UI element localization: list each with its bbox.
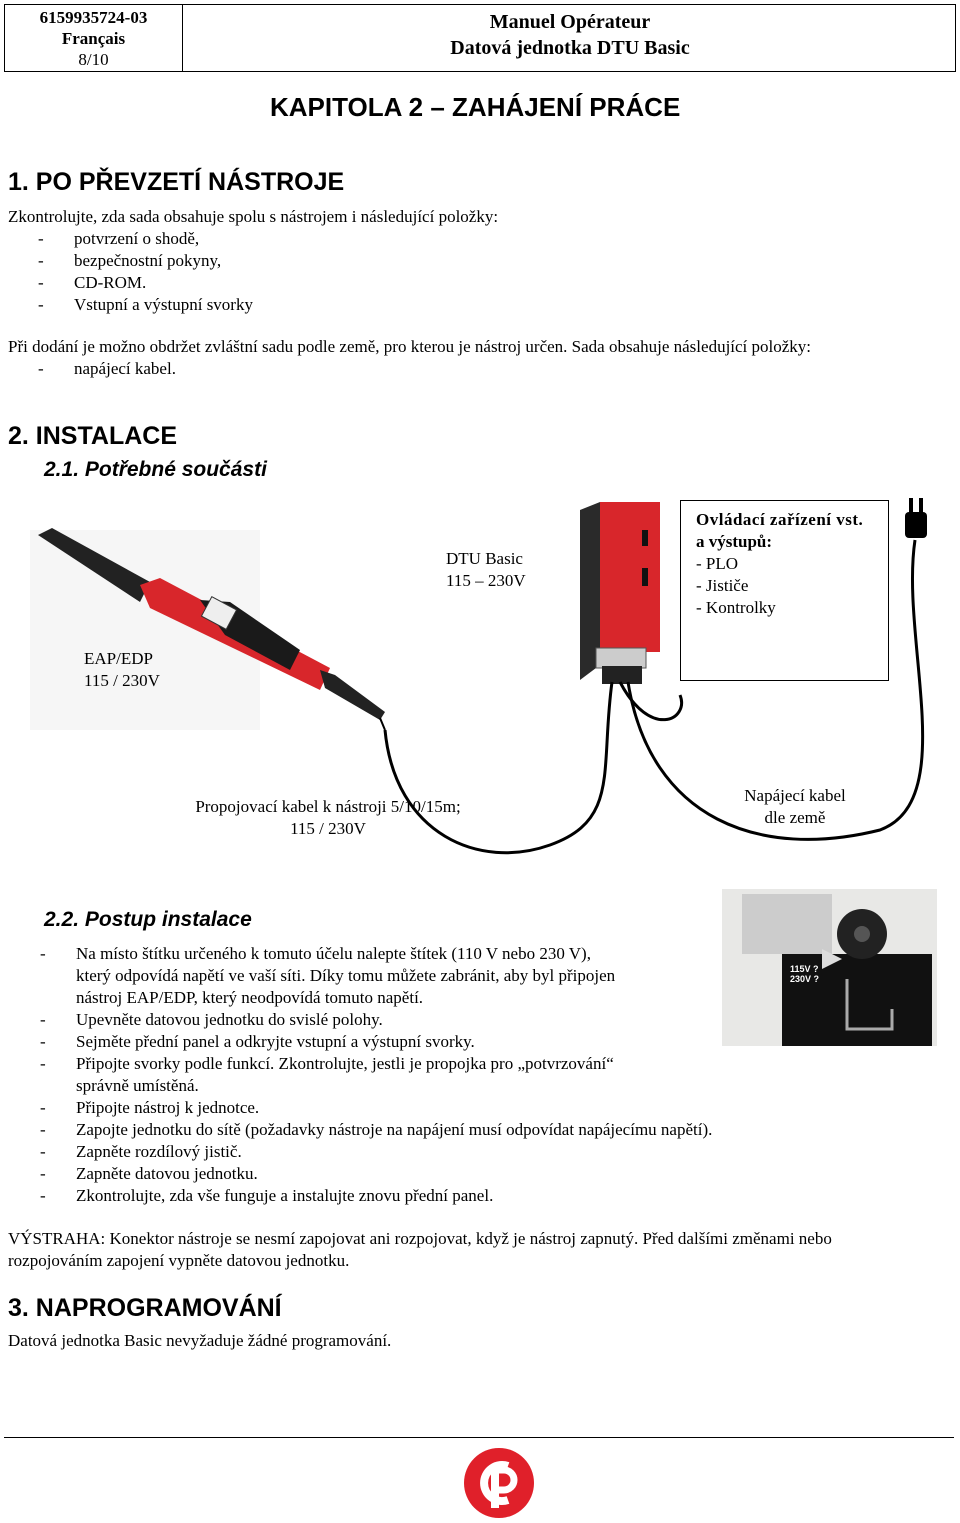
list-item: - Zapněte rozdílový jistič. bbox=[40, 1141, 900, 1163]
doc-title: Manuel Opérateur bbox=[489, 11, 651, 33]
power-label-line: Napájecí kabel bbox=[744, 786, 846, 805]
doc-subtitle: Datová jednotka DTU Basic bbox=[450, 37, 690, 59]
step-line: - Připojte svorky podle funkcí. Zkontrolujte, jestli je propojka pro „potvrzování“ bbox=[76, 1054, 614, 1073]
subsection-2-2-heading: 2.2. Postup instalace bbox=[44, 908, 252, 931]
list-item: - Připojte nástroj k jednotce. bbox=[40, 1097, 900, 1119]
list-item: - Zapojte jednotku do sítě (požadavky nástroje na napájení musí odpovídat napájecímu napětí). bbox=[40, 1119, 900, 1141]
cp-logo-icon bbox=[462, 1446, 536, 1520]
tool-label bbox=[84, 648, 160, 692]
list-item: - Sejměte přední panel a odkryjte vstupní a výstupní svorky. bbox=[40, 1031, 900, 1053]
subsection-2-1-heading: 2.1. Potřebné součásti bbox=[44, 458, 267, 481]
warning-line: VÝSTRAHA: Konektor nástroje se nesmí zapojovat ani rozpojovat, když je nástroj zapnutý. Před dalšími změnami nebo bbox=[8, 1229, 832, 1248]
section1-intro: Zkontrolujte, zda sada obsahuje spolu s nástrojem i následující položky: bbox=[8, 207, 499, 226]
list-item bbox=[40, 943, 726, 1009]
doc-language: Français bbox=[61, 29, 126, 48]
sticker-line: 115V ? bbox=[790, 964, 819, 974]
list-item: - bezpečnostní pokyny, bbox=[38, 250, 638, 272]
warning-line: rozpojováním zapojení vypněte datovou jednotku. bbox=[8, 1251, 350, 1270]
list-item: - Zkontrolujte, zda vše funguje a instalujte znovu přední panel. bbox=[40, 1185, 900, 1207]
dtu-unit-icon bbox=[580, 502, 660, 684]
section1-list bbox=[38, 228, 638, 316]
controls-item: - Jističe bbox=[696, 576, 749, 595]
list-item: - napájecí kabel. bbox=[38, 358, 438, 380]
chapter-title: KAPITOLA 2 – ZAHÁJENÍ PRÁCE bbox=[270, 92, 681, 122]
footer-rule bbox=[4, 1437, 954, 1438]
tool-label-name: EAP/EDP bbox=[84, 649, 153, 668]
controls-item: - PLO bbox=[696, 554, 739, 573]
section2-heading: 2. INSTALACE bbox=[8, 422, 177, 450]
cable-label bbox=[170, 796, 486, 840]
page-number: 8/10 bbox=[78, 50, 109, 69]
section1-note: Při dodání je možno obdržet zvláštní sadu podle země, pro kterou je nástroj určen. Sada obsahuje následující položky: bbox=[8, 337, 812, 356]
header-meta bbox=[5, 5, 183, 71]
doc-number: 6159935724-03 bbox=[39, 8, 148, 27]
header-title-block bbox=[185, 5, 955, 71]
step-line: - Na místo štítku určeného k tomuto účelu nalepte štítek (110 V nebo 230 V), bbox=[76, 944, 591, 963]
controls-callout bbox=[680, 500, 889, 681]
controls-title: Ovládací zařízení vst. bbox=[696, 510, 864, 529]
section3-heading: 3. NAPROGRAMOVÁNÍ bbox=[8, 1294, 282, 1322]
plug-icon bbox=[905, 498, 927, 538]
list-item bbox=[40, 1053, 900, 1097]
controls-item: - Kontrolky bbox=[696, 598, 776, 617]
unit-label-name: DTU Basic bbox=[446, 549, 523, 568]
cable-label-line: 115 / 230V bbox=[290, 819, 366, 838]
step-line: správně umístěná. bbox=[76, 1076, 199, 1095]
section3-text: Datová jednotka Basic nevyžaduje žádné programování. bbox=[8, 1331, 392, 1350]
tool-label-voltage: 115 / 230V bbox=[84, 671, 160, 690]
section1-heading: 1. PO PŘEVZETÍ NÁSTROJE bbox=[8, 168, 345, 196]
list-item: - Upevněte datovou jednotku do svislé polohy. bbox=[40, 1009, 900, 1031]
page-header bbox=[4, 4, 956, 72]
warning-text bbox=[8, 1228, 953, 1272]
cable-label-line: Propojovací kabel k nástroji 5/10/15m; bbox=[195, 797, 461, 816]
sticker-line: 230V ? bbox=[790, 974, 820, 984]
unit-label-voltage: 115 – 230V bbox=[446, 571, 526, 590]
list-item: - potvrzení o shodě, bbox=[38, 228, 638, 250]
list-item: - CD-ROM. bbox=[38, 272, 638, 294]
power-label bbox=[730, 785, 860, 829]
step-line: který odpovídá napětí ve vaší síti. Díky tomu můžete zabránit, aby byl připojen bbox=[76, 966, 616, 985]
power-label-line: dle země bbox=[764, 808, 826, 827]
unit-label bbox=[446, 548, 526, 592]
section1-note-list bbox=[38, 358, 438, 380]
step-line: nástroj EAP/EDP, který neodpovídá tomuto napětí. bbox=[76, 988, 424, 1007]
list-item: - Zapněte datovou jednotku. bbox=[40, 1163, 900, 1185]
list-item: - Vstupní a výstupní svorky bbox=[38, 294, 638, 316]
installation-steps bbox=[40, 943, 900, 1207]
controls-title-2: a výstupů: bbox=[696, 532, 773, 551]
